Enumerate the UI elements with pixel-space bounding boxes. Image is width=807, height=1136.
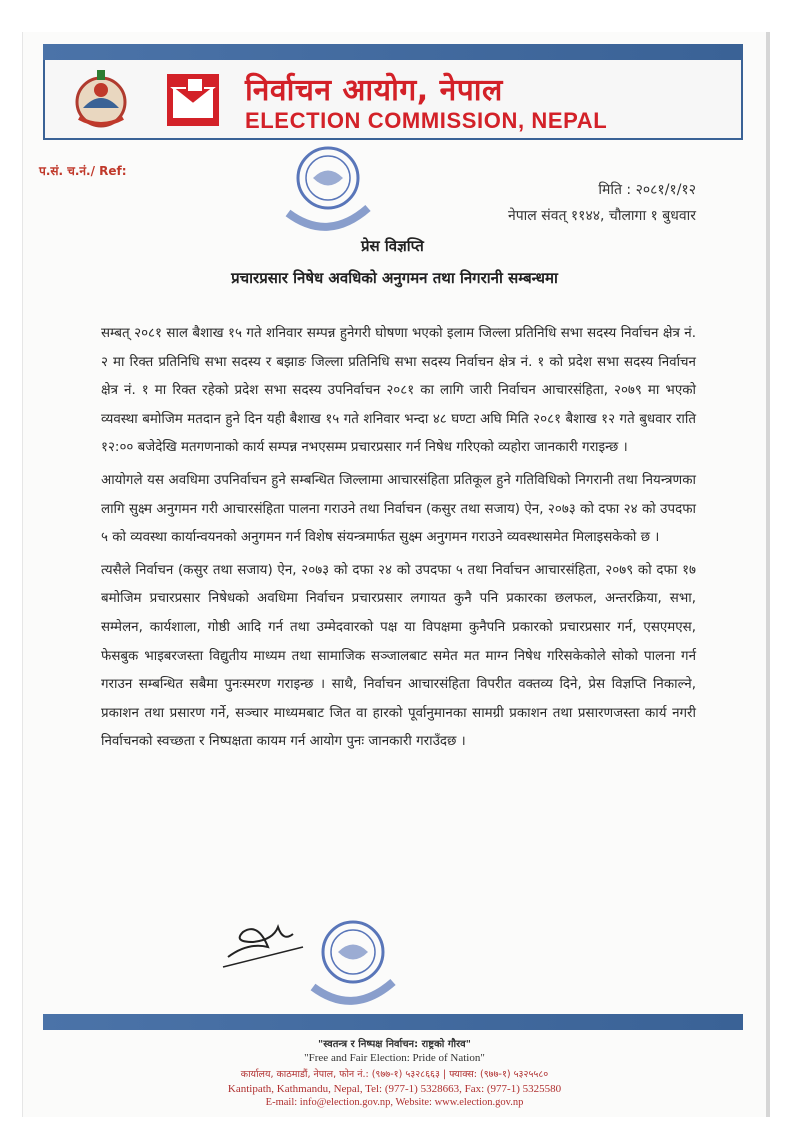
contact-info: E-mail: info@election.gov.np, Website: www.election.gov.np (265, 1097, 524, 1108)
slogan-english: "Free and Fair Election: Pride of Nation" (304, 1052, 485, 1064)
org-name-nepali: निर्वाचन आयोग, नेपाल (245, 73, 503, 108)
official-seal-stamp (298, 912, 408, 1022)
date-line: मिति : २०८१/१/१२ (598, 182, 696, 198)
press-release-title: प्रेस विज्ञप्ति (361, 237, 424, 255)
signature (218, 912, 308, 972)
header-top-bar (43, 44, 743, 60)
slogan-nepali: "स्वतन्त्र र निष्पक्ष निर्वाचन: राष्ट्रको गौरव" (318, 1039, 471, 1050)
nepal-emblem-icon (73, 68, 129, 132)
official-seal-stamp (273, 138, 383, 248)
footer (23, 1036, 766, 1108)
election-commission-logo-icon (167, 74, 219, 126)
paragraph: आयोगले यस अवधिमा उपनिर्वाचन हुने सम्बन्धित जिल्लामा आचारसंहिता प्रतिकूल हुने गतिविधिको निगरानी तथा नियन्त्रणका लागि सुक्ष्म अनुगमन गरी आचारसंहिता पालना गराउने तथा निर्वाचन (कसुर तथा सजाय) ऐन, २०७३ को दफा २४ को उपदफा ५ को व्यवस्था कार्यान्वयनको अनुगमन गर्न विशेष संयन्त्रमार्फत सुक्ष्म अनुगमन गराउने व्यवस्थासमेत मिलाइसकेको छ । (101, 472, 696, 546)
subject-line: प्रचारप्रसार निषेध अवधिको अनुगमन तथा निगरानी सम्बन्धमा (231, 269, 558, 287)
address-nepali: कार्यालय, काठमाडौं, नेपाल, फोन नं.: (९७७-१) ५३२८६६३ | फ्याक्स: (९७७-१) ५३२५५८० (240, 1069, 549, 1080)
nepal-sambat-date: नेपाल संवत् ११४४, चौलागा १ बुधवार (507, 208, 696, 224)
org-name-english: ELECTION COMMISSION, NEPAL (245, 108, 608, 133)
footer-bar (43, 1014, 743, 1030)
address-english: Kantipath, Kathmandu, Nepal, Tel: (977-1) 5328663, Fax: (977-1) 5325580 (227, 1083, 562, 1095)
letter-page (22, 32, 770, 1117)
ref-label: प.सं. च.नं./ Ref: (39, 164, 127, 178)
paragraph: सम्बत् २०८१ साल बैशाख १५ गते शनिवार सम्पन्न हुनेगरी घोषणा भएको इलाम जिल्ला प्रतिनिधि सभा सदस्य निर्वाचन क्षेत्र नं. २ मा रिक्त प्रतिनिधि सभा सदस्य र बझाङ जिल्ला प्रतिनिधि सभा सदस्य निर्वाचन क्षेत्र नं. १ को प्रदेश सभा सदस्य निर्वाचन क्षेत्र नं. १ मा रिक्त रहेको प्रदेश सभा सदस्य उपनिर्वाचन २०८१ का लागि जारी निर्वाचन आचारसंहिता, २०७९ मा भएको व्यवस्था बमोजिम मतदान हुने दिन यही बैशाख १५ गते शनिवार भन्दा ४८ घण्टा अघि मिति २०८१ बैशाख १२ गते बुधवार राति १२:०० बजेदेखि मतगणनाको कार्य सम्पन्न नभएसम्म प्रचारप्रसार गर्न निषेध गरिएको व्यहोरा जानकारी गराइन्छ । (101, 326, 697, 456)
letterhead (43, 60, 743, 140)
letter-body (101, 320, 696, 761)
paragraph: त्यसैले निर्वाचन (कसुर तथा सजाय) ऐन, २०७३ को दफा २४ को उपदफा ५ तथा निर्वाचन आचारसंहिता, २०७९ को दफा १७ बमोजिम प्रचारप्रसार निषेधको अवधिमा निर्वाचन प्रचारप्रसार लगायत कुनै पनि प्रकारका छलफल, अन्तरक्रिया, सभा, सम्मेलन, कार्यशाला, गोष्ठी आदि गर्न तथा उम्मेदवारको पक्ष या विपक्षमा कुनैपनि प्रकारको प्रचारप्रसार गर्न, एसएमएस, फेसबुक भाइबरजस्ता विद्युतीय माध्यम तथा सामाजिक सञ्जालबाट समेत मत माग्न निषेध गरिसकेकोले सोको पालना गर्न गराउन सम्बन्धित सबैमा पुनःस्मरण गराइन्छ । साथै, निर्वाचन आचारसंहिता विपरीत वक्तव्य दिने, प्रेस विज्ञप्ति निकाल्ने, प्रकाशन तथा प्रसारण गर्ने, सञ्चार माध्यमबाट जित वा हारको पूर्वानुमानका सामग्री प्रकाशन तथा प्रसारणजस्ता कार्य नगरी निर्वाचनको स्वच्छता र निष्पक्षता कायम गर्न आयोग पुनः जानकारी गराउँदछ । (101, 562, 696, 750)
